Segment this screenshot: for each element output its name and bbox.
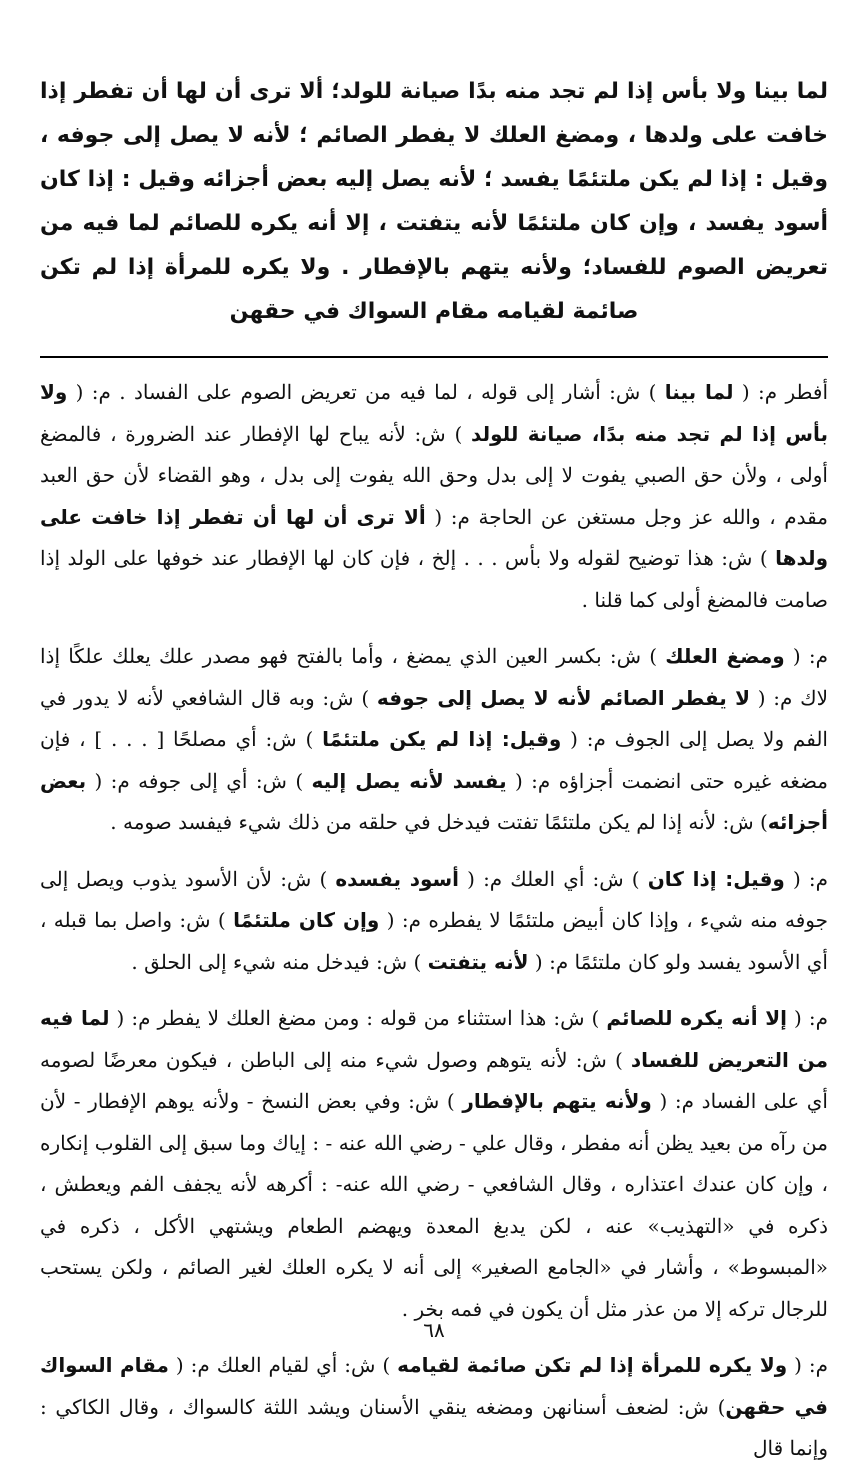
commentary-text: ) ش: لأنه يباح لها الإفطار عند الضرورة ، فالمضغ أولى ، ولأن حق الصبي يفوت لا إلى بدل وحق الله يفوت إلى بدل ، وهو القضاء لأن حق العبد مقدم ، والله عز وجل مستغن عن الحاجة م: (	[40, 421, 828, 529]
commentary-text: م: (	[784, 866, 829, 891]
commentary-text: ) ش: واصل بما قبله ، أي الأسود يفسد ولو كان ملتئمًا م: (	[40, 908, 828, 974]
commentary-text: ) ش: هذا استثناء من قوله : ومن مضغ العلك لا يفطر م: (	[109, 1006, 607, 1030]
matn-quote: وقيل: إذا كان	[647, 866, 785, 891]
commentary-text: ) ش: لضعف أسنانهن ومضغه ينقي الأسنان ويشد اللثة كالسواك ، وقال الكاكي : وإنما قال	[40, 1394, 828, 1460]
matn-quote: وقيل: إذا لم يكن ملتئمًا	[322, 727, 562, 751]
matn-quote: بعض أجزائه	[40, 768, 828, 834]
matn-quote: أسود يفسده	[335, 866, 460, 891]
matn-quote: ألا ترى أن لها أن تفطر إذا خافت على ولدها	[40, 504, 828, 570]
commentary-paragraph	[40, 372, 828, 621]
commentary-text: ) ش: فيدخل منه شيء إلى الحلق .	[131, 949, 428, 974]
matn-quote: لما بينا	[664, 380, 734, 404]
matn-quote: لما فيه من التعريض للفساد	[40, 1006, 828, 1072]
commentary-text: م: (	[784, 644, 829, 668]
commentary-text: ) ش: لأنه إذا لم يكن ملتئمًا تفتت فيدخل في حلقه من ذلك شيء فيفسد صومه .	[110, 810, 768, 834]
commentary-section	[40, 372, 828, 1470]
commentary-text: أفطر م: (	[733, 380, 829, 404]
matn-text: لما بينا ولا بأس إذا لم تجد منه بدًا صيانة للولد؛ ألا ترى أن لها أن تفطر إذا خافت على ولدها ، ومضغ العلك لا يفطر الصائم ؛ لأنه لا يصل إلى جوفه ، وقيل : إذا لم يكن ملتئمًا يفسد ؛ لأنه يصل إليه بعض أجزائه وقيل : إذا كان أسود يفسد ، وإن كان ملتئمًا لأنه يتفتت ، إلا أنه يكره للصائم لما فيه من تعريض الصوم للفساد؛ ولأنه يتهم بالإفطار . ولا يكره للمرأة إذا لم تكن صائمة لقيامه مقام السواك في حقهن	[40, 79, 828, 324]
commentary-text: ) ش: وبه قال الشافعي لأنه لا يدور في الفم ولا يصل إلى الجوف م: (	[40, 685, 828, 751]
commentary-text: ) ش: أي إلى جوفه م: (	[86, 768, 312, 793]
commentary-text: ) ش: أي مصلحًا [ . . . ] ، فإن مضغه غيره حتى انضمت أجزاؤه م: (	[40, 727, 828, 793]
commentary-text: ) ش: بكسر العين الذي يمضغ ، وأما بالفتح فهو مصدر علك يعلك علكًا إذا لاك م: (	[40, 644, 829, 710]
commentary-text: ) ش: هذا توضيح لقوله ولا بأس . . . إلخ ، فإن كان لها الإفطار عند خوفها على الولد إذا صامت فالمضغ أولى كما قلنا .	[40, 546, 828, 612]
commentary-text: م: (	[787, 1353, 829, 1377]
matn-quote: إلا أنه يكره للصائم	[606, 1006, 788, 1030]
commentary-paragraph	[40, 859, 828, 984]
matn-quote: ولا بأس إذا لم تجد منه بدًا، صيانة للولد	[40, 380, 829, 446]
commentary-text: ) ش: أي لقيام العلك م: (	[168, 1353, 398, 1377]
matn-quote: لا يفطر الصائم لأنه لا يصل إلى جوفه	[376, 685, 750, 710]
commentary-paragraph	[40, 998, 828, 1330]
commentary-text: م: (	[787, 1006, 829, 1030]
matn-quote: يفسد لأنه يصل إليه	[311, 768, 507, 793]
commentary-text: ) ش: لأنه يتوهم وصول شيء منه إلى الباطن ، فيكون معرضًا لصومه أي على الفساد م: (	[40, 1047, 828, 1113]
matn-quote: وإن كان ملتئمًا	[233, 908, 380, 932]
matn-quote: لأنه يتفتت	[427, 949, 529, 974]
matn-quote: ولأنه يتهم بالإفطار	[462, 1089, 652, 1113]
matn-quote: ومضغ العلك	[665, 644, 785, 668]
commentary-text: ) ش: أي العلك م: (	[459, 866, 648, 891]
matn-quote: ولا يكره للمرأة إذا لم تكن صائمة لقيامه	[397, 1353, 788, 1377]
commentary-text: ) ش: وفي بعض النسخ - ولأنه يوهم الإفطار - لأن من رآه من بعيد يظن أنه مفطر ، وقال علي - رضي الله عنه - : إياك وما سبق إلى القلوب إنكاره ، وإن كان عندك اعتذاره ، وقال الشافعي - رضي الله عنه- : أكرهه لأنه يجفف الفم ويعطش ، ذكره في «التهذيب» عنه ، لكن يدبغ المعدة ويهضم الطعام ويشتهي الأكل ، ذكره في «المبسوط» ، وأشار في «الجامع الصغير» إلى أنه لا يكره العلك لغير الصائم ، ولكن يستحب للرجال تركه إلا من عذر مثل أن يكون في فمه بخر .	[40, 1089, 829, 1321]
separator-line	[40, 356, 828, 358]
commentary-paragraph	[40, 636, 828, 844]
matn-quote: مقام السواك في حقهن	[40, 1353, 829, 1419]
commentary-text: ) ش: لأن الأسود يذوب ويصل إلى جوفه منه شيء ، وإذا كان أبيض ملتئمًا لا يفطره م: (	[40, 866, 829, 932]
page-number: ٦٨	[423, 1318, 445, 1342]
commentary-text: ) ش: أشار إلى قوله ، لما فيه من تعريض الصوم على الفساد . م: (	[67, 380, 665, 404]
commentary-paragraph	[40, 1345, 828, 1470]
